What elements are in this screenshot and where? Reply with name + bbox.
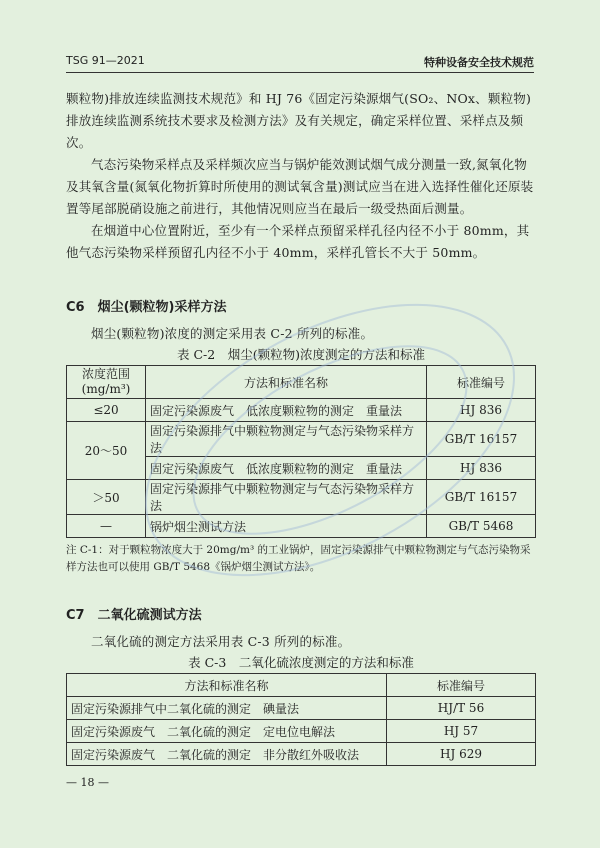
table-row [67, 697, 536, 720]
range-cell: ≤20 [67, 399, 146, 422]
method-cell: 固定污染源废气 低浓度颗粒物的测定 重量法 [146, 457, 427, 480]
table-row [67, 720, 536, 743]
table-c3 [66, 673, 536, 766]
column-header-code: 标准编号 [387, 674, 536, 697]
table-header-row [67, 366, 536, 399]
code-cell: HJ/T 56 [387, 697, 536, 720]
column-header-code: 标准编号 [427, 366, 536, 399]
method-cell: 固定污染源废气 二氧化硫的测定 非分散红外吸收法 [67, 743, 387, 766]
page-body [66, 88, 536, 766]
table-c2 [66, 365, 536, 538]
table-c2-caption: 表 C-2 烟尘(颗粒物)浓度测定的方法和标准 [177, 347, 425, 362]
paragraph-2: 气态污染物采样点及采样频次应当与锅炉能效测试烟气成分测量一致,氮氧化物及其氧含量(氮氧化物折算时所使用的测试氧含量)测试应当在进入选择性催化还原装置等尾部脱硝设施之前进行，其他情况则应当在最后一级受热面后测量。 [66, 157, 534, 216]
page-number: — 18 — [66, 776, 109, 789]
table-c3-caption: 表 C-3 二氧化硫浓度测定的方法和标准 [188, 655, 414, 670]
table-row [67, 480, 536, 515]
table-row [67, 515, 536, 538]
code-cell: GB/T 16157 [427, 480, 536, 515]
code-cell: HJ 57 [387, 720, 536, 743]
code-cell: HJ 629 [387, 743, 536, 766]
table-header-row [67, 674, 536, 697]
header-title: 特种设备安全技术规范 [424, 56, 534, 69]
section-c7-heading: C7 二氧化硫测试方法 [66, 608, 202, 623]
method-cell: 固定污染源排气中二氧化硫的测定 碘量法 [67, 697, 387, 720]
method-cell: 固定污染源废气 二氧化硫的测定 定电位电解法 [67, 720, 387, 743]
column-header-method: 方法和标准名称 [146, 366, 427, 399]
range-cell: — [67, 515, 146, 538]
section-c6-heading: C6 烟尘(颗粒物)采样方法 [66, 300, 227, 315]
method-cell: 锅炉烟尘测试方法 [146, 515, 427, 538]
standard-code: TSG 91—2021 [66, 54, 145, 67]
method-cell: 固定污染源排气中颗粒物测定与气态污染物采样方法 [146, 422, 427, 457]
code-cell: HJ 836 [427, 399, 536, 422]
code-cell: HJ 836 [427, 457, 536, 480]
code-cell: GB/T 5468 [427, 515, 536, 538]
table-row [67, 422, 536, 457]
table-c2-note: 注 C-1：对于颗粒物浓度大于 20mg/m³ 的工业锅炉，固定污染源排气中颗粒物测定与气态污染物采样方法也可以使用 GB/T 5468《锅炉烟尘测试方法》。 [66, 544, 531, 573]
table-row [67, 743, 536, 766]
range-cell: 20～50 [67, 422, 146, 480]
method-cell: 固定污染源废气 低浓度颗粒物的测定 重量法 [146, 399, 427, 422]
paragraph-3: 在烟道中心位置附近，至少有一个采样点预留采样孔径内径不小于 80mm，其他气态污染物采样预留孔内径不小于 40mm，采样孔管长不大于 50mm。 [66, 223, 530, 260]
column-header-range: 浓度范围(mg/m³) [67, 366, 146, 399]
table-row [67, 399, 536, 422]
code-cell: GB/T 16157 [427, 422, 536, 457]
range-cell: ＞50 [67, 480, 146, 515]
section-c6-intro: 烟尘(颗粒物)浓度的测定采用表 C-2 所列的标准。 [91, 326, 374, 341]
page-header [66, 52, 534, 73]
column-header-method: 方法和标准名称 [67, 674, 387, 697]
method-cell: 固定污染源排气中颗粒物测定与气态污染物采样方法 [146, 480, 427, 515]
section-c7-intro: 二氧化硫的测定方法采用表 C-3 所列的标准。 [91, 634, 351, 649]
paragraph-1: 颗粒物)排放连续监测技术规范》和 HJ 76《固定污染源烟气(SO₂、NOx、颗粒物)排放连续监测系统技术要求及检测方法》及有关规定，确定采样位置、采样点及频次。 [66, 91, 532, 150]
